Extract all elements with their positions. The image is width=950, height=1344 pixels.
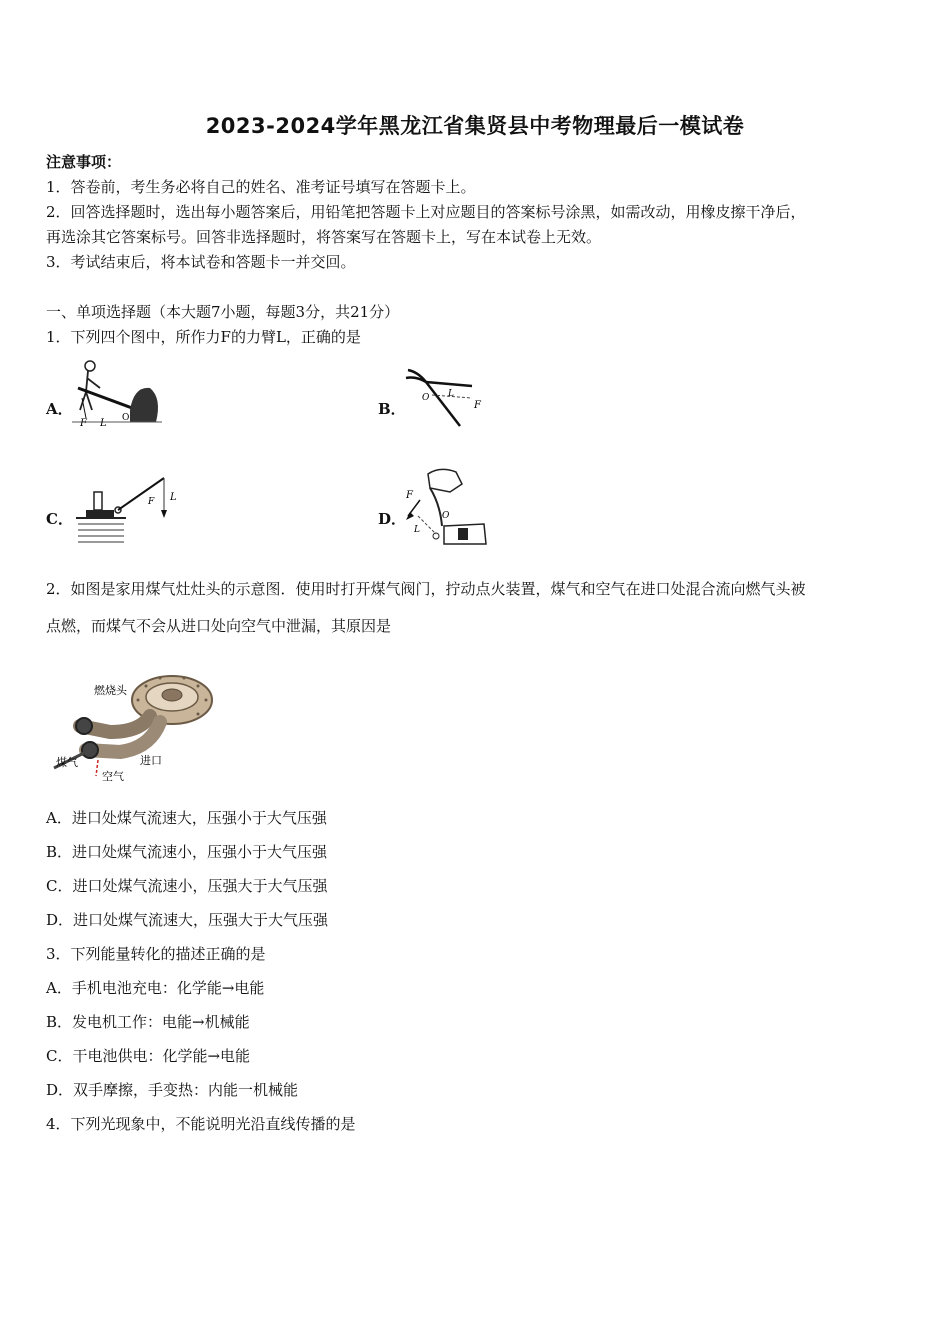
notice-item: 2．回答选择题时，选出每小题答案后，用铅笔把答题卡上对应题目的答案标号涂黑，如需改动，用橡皮擦干净后， <box>46 203 806 221</box>
q2-option-d: D．进口处煤气流速大，压强大于大气压强 <box>46 911 329 929</box>
section-heading: 一、单项选择题（本大题7小题，每题3分，共21分） <box>46 303 400 321</box>
q1-option-c-label: C． <box>46 510 73 528</box>
q1-option-b-label: B． <box>378 400 406 418</box>
question-4-stem: 4．下列光现象中，不能说明光沿直线传播的是 <box>46 1115 356 1133</box>
q1-figure-d <box>400 464 490 552</box>
air-label: 空气 <box>102 770 124 783</box>
q2-option-b: B．进口处煤气流速小，压强小于大气压强 <box>46 843 328 861</box>
label-l: L <box>100 418 107 429</box>
q2-option-c: C．进口处煤气流速小，压强大于大气压强 <box>46 877 328 895</box>
q1-option-a-label: A． <box>46 400 73 418</box>
label-l: L <box>414 525 420 535</box>
label-l: L <box>448 389 454 399</box>
question-1-stem: 1．下列四个图中，所作力F的力臂L，正确的是 <box>46 328 361 346</box>
page-title: 2023-2024学年黑龙江省集贤县中考物理最后一模试卷 <box>205 114 745 138</box>
q1-figure-b <box>402 362 484 436</box>
q3-option-b: B．发电机工作：电能→机械能 <box>46 1013 250 1031</box>
notice-heading: 注意事项： <box>46 153 122 171</box>
notice-item: 3．考试结束后，将本试卷和答题卡一并交回。 <box>46 253 356 271</box>
label-f: F <box>80 418 87 429</box>
label-o: O <box>442 511 450 521</box>
q3-option-d: D．双手摩擦，手变热：内能一机械能 <box>46 1081 299 1099</box>
gas-label: 煤气 <box>56 756 78 769</box>
q3-option-a: A．手机电池充电：化学能→电能 <box>46 979 265 997</box>
label-f: F <box>474 400 481 411</box>
q1-option-d-label: D． <box>378 510 407 528</box>
q2-burner-figure <box>50 664 220 790</box>
question-3-stem: 3．下列能量转化的描述正确的是 <box>46 945 266 963</box>
inlet-label: 进口 <box>140 754 162 767</box>
q3-option-c: C．干电池供电：化学能→电能 <box>46 1047 251 1065</box>
label-o: O <box>422 393 430 403</box>
question-2-stem-2: 点燃，而煤气不会从进口处向空气中泄漏，其原因是 <box>46 617 392 635</box>
question-2-stem-1: 2．如图是家用煤气灶灶头的示意图．使用时打开煤气阀门，拧动点火装置，煤气和空气在进口处混合流向燃气头被 <box>46 580 806 598</box>
label-l: L <box>170 492 177 503</box>
notice-item: 再选涂其它答案标号。回答非选择题时，将答案写在答题卡上，写在本试卷上无效。 <box>46 228 602 246</box>
q2-option-a: A．进口处煤气流速大，压强小于大气压强 <box>46 809 327 827</box>
q1-figure-c <box>72 472 182 552</box>
label-f: F <box>148 497 155 507</box>
label-o: O <box>122 413 130 423</box>
notice-item: 1．答卷前，考生务必将自己的姓名、准考证号填写在答题卡上。 <box>46 178 476 196</box>
burner-label: 燃烧头 <box>94 684 127 697</box>
label-f: F <box>406 490 413 501</box>
q1-figure-a <box>72 358 164 434</box>
